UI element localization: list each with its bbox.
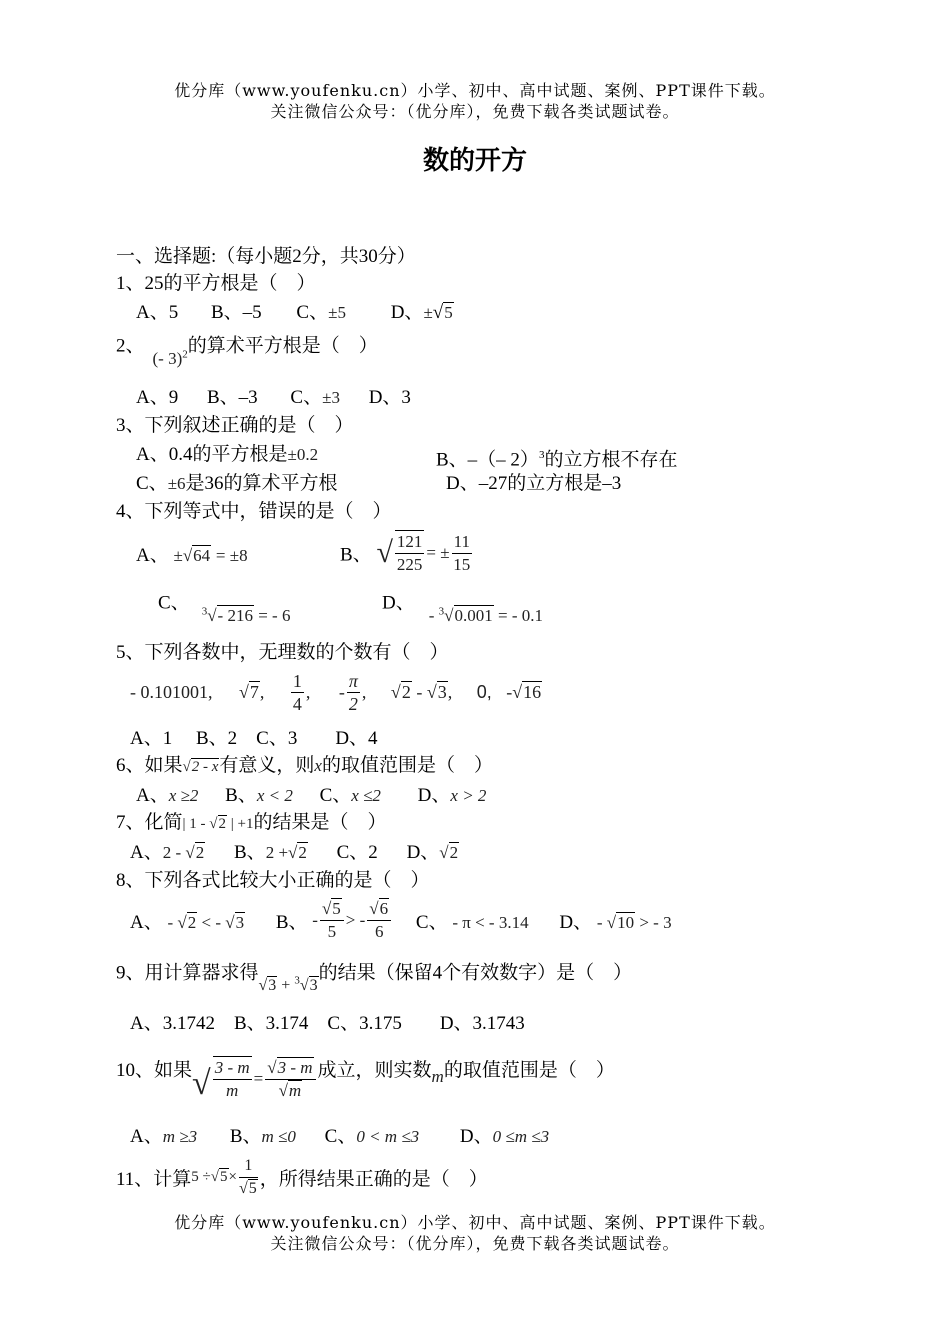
q1-option-c[interactable]: C、±5 [296, 302, 346, 323]
q3-option-c[interactable]: C、±6是36的算术平方根 [136, 473, 338, 494]
q1-option-b[interactable]: B、–5 [210, 302, 262, 323]
header-line-2: 关注微信公众号：（优分库），免费下载各类试题试卷。 [270, 102, 680, 121]
q5-n5: √2 - √3, [390, 682, 453, 702]
q3-option-a[interactable]: A、0.4的平方根是±0.2 [136, 444, 319, 465]
q5-n6: 0, [476, 682, 492, 702]
q1-options [136, 302, 454, 324]
q2-option-a[interactable]: A、9 [136, 387, 179, 408]
q7-option-c[interactable]: C、2 [336, 842, 378, 863]
q8-option-c[interactable]: C、 - π < - 3.14 [415, 912, 529, 933]
q10-stem: 10、如果√ $\frac{3 - m}{m}$ = $\frac{√3 - m}{√m}$ 成立，则实数m的取值范围是（ ） [116, 1058, 615, 1102]
q2-options [136, 387, 411, 409]
q4-option-d[interactable]: D、- $^3$√0.001 = - 0.1 [382, 592, 543, 625]
q6-option-d[interactable]: D、x > 2 [417, 785, 487, 806]
q8-option-d[interactable]: D、 - √10 > - 3 [559, 912, 672, 933]
q4-option-c[interactable]: C、 $^3$√- 216 = - 6 [158, 592, 291, 625]
q4-option-a[interactable]: A、 ±√64 = ±8 [136, 545, 248, 566]
q5-number-list: - 0.101001, √7, $\frac{1}{4}$ , - $\frac{\pi}{2}$ , √2 - √3, 0, -√16 [130, 671, 542, 714]
q10-option-d[interactable]: D、0 ≤m ≤3 [459, 1126, 550, 1147]
q6-option-c[interactable]: C、x ≤2 [319, 785, 381, 806]
q5-n7: -√16 [506, 682, 542, 702]
q8-stem: 8、下列各式比较大小正确的是（ ） [116, 870, 430, 891]
q7-option-a[interactable]: A、2 - √2 [130, 842, 205, 863]
q3-stem: 3、下列叙述正确的是（ ） [116, 415, 354, 436]
footer-line-2: 关注微信公众号：（优分库），免费下载各类试题试卷。 [270, 1234, 680, 1253]
q5-stem: 5、下列各数中，无理数的个数有（ ） [116, 642, 449, 663]
q8-option-b[interactable]: B、 - $\frac{√5}{5}$ > - $\frac{√6}{6}$ [276, 909, 393, 930]
q1-stem: 1、25的平方根是（ ） [116, 273, 316, 294]
q7-options [130, 842, 459, 864]
q7-option-d[interactable]: D、√2 [406, 842, 459, 863]
q3-option-b[interactable]: B、–（– 2）$^3$的立方根不存在 [436, 449, 678, 471]
q11-stem: 11、计算5 ÷√5× $\frac{1}{√5}$ ，所得结果正确的是（ ） [116, 1157, 488, 1197]
q5-n4: $\frac{\pi}{2}$ [348, 671, 358, 714]
footer-line-1: 优分库（www.youfenku.cn）小学、初中、高中试题、案例、PPT课件下载。 [174, 1213, 776, 1232]
q10-option-b[interactable]: B、m ≤0 [229, 1126, 296, 1147]
q2-stem: 2、(- 3)$^2$的算术平方根是（ ） [116, 335, 378, 368]
q6-option-a[interactable]: A、x ≥2 [136, 785, 199, 806]
q2-option-d[interactable]: D、3 [368, 387, 411, 408]
q1-option-d[interactable]: D、±√5 [390, 302, 453, 323]
q6-option-b[interactable]: B、x < 2 [225, 785, 293, 806]
q5-n1: - 0.101001, [130, 682, 213, 702]
q8-option-a[interactable]: A、 - √2 < - √3 [130, 912, 245, 933]
q4-stem: 4、下列等式中，错误的是（ ） [116, 501, 392, 522]
q10-option-a[interactable]: A、m ≥3 [130, 1126, 198, 1147]
q1-option-a[interactable]: A、5 [136, 302, 179, 323]
q5-n2: √7, [239, 682, 265, 702]
q6-stem: 6、如果√2 - x有意义，则x的取值范围是（ ） [116, 755, 493, 776]
q3-option-d[interactable]: D、–27的立方根是–3 [446, 473, 622, 494]
q2-option-c[interactable]: C、±3 [290, 387, 340, 408]
q5-options[interactable]: A、1 B、2 C、3 D、4 [130, 728, 378, 749]
header-line-1: 优分库（www.youfenku.cn）小学、初中、高中试题、案例、PPT课件下载。 [174, 81, 776, 100]
q7-option-b[interactable]: B、2 +√2 [234, 842, 307, 863]
page-title: 数的开方 [422, 146, 527, 176]
section-heading: 一、选择题:（每小题2分，共30分） [116, 246, 416, 267]
q10-option-c[interactable]: C、0 < m ≤3 [324, 1126, 420, 1147]
q8-options [130, 898, 672, 943]
q5-n3: $\frac{1}{4}$ [292, 671, 302, 714]
q9-stem: 9、用计算器求得$_{√3 + ^3√3}$的结果（保留4个有效数字）是（ ） [116, 962, 633, 995]
q7-stem: 7、化简| 1 - √2 | +1的结果是（ ） [116, 812, 387, 833]
q2-option-b[interactable]: B、–3 [206, 387, 258, 408]
q4-option-b[interactable]: B、 √ $\frac{121}{225}$ = ± $\frac{11}{15}$ [340, 531, 471, 574]
q9-options[interactable]: A、3.1742 B、3.174 C、3.175 D、3.1743 [130, 1013, 525, 1034]
q6-options [136, 785, 486, 807]
q10-options [130, 1126, 549, 1148]
